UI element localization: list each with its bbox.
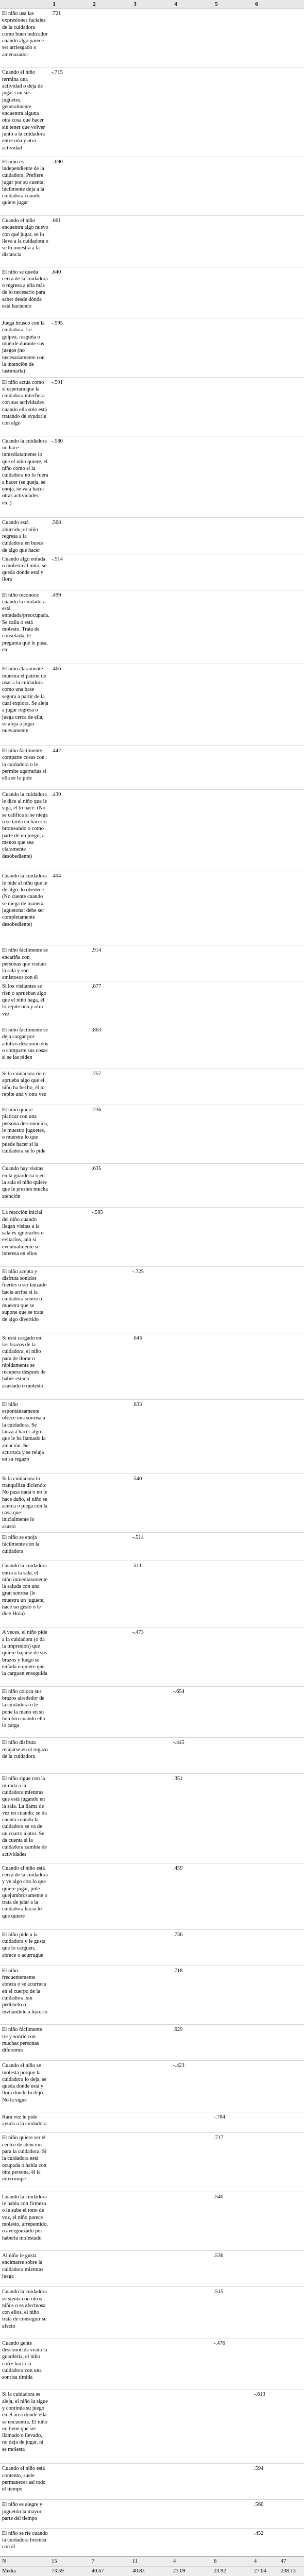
- table-row: [0, 1266, 304, 1333]
- table-row: [0, 2528, 304, 2556]
- header-cell-3: 3: [133, 1, 137, 7]
- table-row: [0, 2192, 304, 2250]
- item-text: Cuando la cuidadora le dice al niño que le siga, él lo hace. (No se califica si se niega o se tarda en hacerlo bromeando o como parte de un juego, a menos que sea claramente desobediente): [2, 791, 48, 859]
- loading-value: .466: [52, 666, 61, 672]
- table-row: [0, 67, 304, 156]
- loading-value: .452: [254, 2530, 264, 2536]
- item-text: El niño fácilmente se encariña con personas que visitan la sala y son amistosos con él: [2, 947, 48, 981]
- table-row: [0, 2463, 304, 2499]
- table-row: [0, 789, 304, 871]
- loading-value: .629: [173, 2027, 183, 2033]
- table-row: [0, 2112, 304, 2133]
- item-text: Cuando el niño está contento, suele permanecer así todo el tiempo: [2, 2466, 46, 2493]
- item-text: Cuando algo enfada o molesta al niño, se queda donde está y llora: [2, 556, 47, 583]
- loading-value: .914: [92, 947, 102, 954]
- item-text: Rara vez le pide ayuda a la cuidadora: [2, 2114, 47, 2127]
- table-row: [0, 1069, 304, 1105]
- table-row: [0, 945, 304, 981]
- table-row: [0, 1863, 304, 1929]
- table-row: [0, 1965, 304, 2024]
- item-text: Cuando la cuidadora le habla con firmeza o le sube el tono de voz, el niño parece molesto, arrepentido, o avergonzado por haberla molestado: [2, 2194, 48, 2241]
- loading-value: -.725: [132, 1268, 144, 1275]
- item-text: Cuando el niño termina una actividad o deja de jugar con sus juguetes, generalmente encuentra alguna otra cosa que hacer sin tener que volver junto a la cuidadora entre una y otra actividad: [2, 70, 45, 151]
- summary-value: 23.09: [173, 2568, 185, 2574]
- table-row: [0, 8, 304, 67]
- loading-value: -.514: [52, 556, 63, 562]
- item-text: El niño pide a la cuidadora y le gusta que lo carguen, abrace o acurrugue: [2, 1931, 46, 1958]
- summary-row: [0, 2556, 304, 2566]
- loading-value: .499: [52, 592, 61, 598]
- loading-value: .540: [132, 1476, 142, 1482]
- table-row: [0, 1773, 304, 1862]
- item-text: Si la cuidadora se aleja, el niño la sigue y continúa su juego en el área donde ella se encuentra. El niño no tiene que ser llamado o llevado, no deja de jugar, ni se molesta: [2, 2392, 48, 2452]
- header-cell-1: 1: [53, 1, 56, 7]
- table-row: [0, 1561, 304, 1627]
- loading-value: .717: [214, 2135, 224, 2141]
- summary-value: 4: [254, 2558, 257, 2564]
- table-row: [0, 554, 304, 590]
- item-text: El niño quiere platicar con una persona desconocida, le muestra juguetes, o muestra lo que puede hacer si la cuidadora se lo pide: [2, 1107, 48, 1154]
- table-row: [0, 1105, 304, 1163]
- table-row: [0, 2389, 304, 2463]
- summary-label: Media: [2, 2568, 16, 2574]
- header-cell-2: 2: [93, 1, 96, 7]
- item-text: Cuando gente desconocida visita la guardería, el niño corre hacia la cuidadora con una sonrisa tímida: [2, 2340, 47, 2381]
- loading-value: .640: [52, 269, 61, 275]
- loading-value: .736: [173, 1931, 183, 1938]
- table-row: [0, 871, 304, 945]
- item-text: Cuando el niño encuentra algo nuevo con qué jugar, se lo lleva a la cuidadora o se lo muestra a la distancia: [2, 218, 48, 258]
- item-text: El niño acepta y disfruta sonidos fuertes o ser lanzado hacia arriba si la cuidadora sonríe o muestra que se supone que se trata de algo divertido: [2, 1268, 47, 1323]
- table-row: [0, 1399, 304, 1473]
- item-text: Cuando la cuidadora se sienta con otros niños o es afectuosa con ellos, el niño trata de conseguir su afecto: [2, 2289, 47, 2329]
- item-text: El niño es alegre y juguetón la mayor parte del tiempo: [2, 2502, 43, 2521]
- table-row: [0, 1333, 304, 1399]
- loading-value: .633: [132, 1401, 142, 1408]
- table-row: [0, 1929, 304, 1965]
- item-text: El niño usa las expresiones faciales de la cuidadora como buen indicador cuando algo parece ser arriesgado o amenazador: [2, 11, 48, 58]
- item-text: Al niño le gusta encimarse sobre la cuidadora mientras juega: [2, 2253, 44, 2280]
- item-text: El niño quiere ser el centro de atención para la cuidadora. Si la cuidadora está ocupada o habla con otra persona, él la interrumpe: [2, 2135, 47, 2182]
- loading-value: .594: [254, 2466, 264, 2472]
- table-row: [0, 1473, 304, 1532]
- item-text: El niño espontáneamente ofrece una sonrisa a la cuidadora. Se lanza a hacer algo que le ha llamado la atención. Se acurruca y se relaja en su regazo: [2, 1401, 46, 1463]
- table-row: [0, 1686, 304, 1738]
- table-row: [0, 1025, 304, 1069]
- summary-row: [0, 2566, 304, 2576]
- item-text: El niño se ríe cuando la cuidadora bromea con él: [2, 2530, 48, 2550]
- loading-value: -.654: [173, 1688, 184, 1694]
- item-text: El niño sigue con la mirada a la cuidadora mientras que está jugando en la sala. La llama de vez en cuando; se da cuenta cuando la cuidadora se va de un cuarto a otro. Se da cuenta si la cuidadora cambia de actividades: [2, 1776, 47, 1857]
- item-text: El niño claramente muestra el patrón de usar a la cuidadora como una base segura a partir de la cual explora. Se aleja a jugar regresa o juega cerca de ella; se aleja a jugar nuevamente: [2, 666, 48, 734]
- table-row: [0, 2338, 304, 2389]
- item-text: Cuando el niño está cerca de la cuidadora y ve algo con lo que quiere jugar, pide quejumbrosamente o trata de jalar a la cuidadora hacia lo que quiere: [2, 1865, 48, 1919]
- table-row: [0, 2024, 304, 2060]
- item-text: El niño coloca sus brazos alrededor de la cuidadora o le pone la mano en su hombro cuando ella lo carga: [2, 1688, 45, 1729]
- loading-value: -.473: [132, 1630, 144, 1636]
- header-cell-5: 5: [215, 1, 218, 7]
- item-text: El niño fácilmente comparte cosas con la cuidadora o le permite agarrarlas si ella se lo pide: [2, 748, 46, 782]
- table-row: [0, 157, 304, 215]
- table-row: [0, 2286, 304, 2338]
- loading-value: .718: [173, 1968, 183, 1974]
- loading-value: -.715: [52, 70, 63, 76]
- item-text: El niño es independiente de la cuidadora. Prefiere jugar por su cuenta; fácilmente deja a la cuidadora cuando quiere jugar: [2, 159, 45, 206]
- loading-value: .736: [92, 1107, 102, 1113]
- item-text: El niño fácilmente se deja cargar por adultos desconocidos o comparte sus cosas si se las piden: [2, 1027, 48, 1061]
- item-text: Si la cuidadora lo tranquiliza diciendo: No pasa nada o no le hace daño, el niño se acerca o juega con la cosa que inicialmente lo asustó: [2, 1476, 48, 1530]
- loading-value: .721: [52, 11, 61, 16]
- summary-value: 73.59: [52, 2568, 64, 2574]
- table-row: [0, 215, 304, 267]
- table-row: [0, 2499, 304, 2528]
- summary-value: 7: [92, 2558, 95, 2564]
- summary-value: 47: [281, 2558, 286, 2564]
- summary-value: 40.67: [92, 2568, 104, 2574]
- summary-value: 6: [214, 2558, 217, 2564]
- item-text: Cuando el niño se molesta porque la cuidadora lo deja, se queda donde está y llora donde lo dejó. No la sigue: [2, 2063, 47, 2103]
- table-row: [0, 436, 304, 518]
- loading-value: -.445: [173, 1740, 184, 1746]
- loading-value: .757: [92, 1071, 102, 1077]
- loading-value: -.591: [52, 379, 63, 385]
- header-cell-4: 4: [174, 1, 177, 7]
- item-text: La reacción inicial del niño cuando llegan visitas a la sala es ignorarlos o evitarlos, aún si eventualmente se interesa en ellos: [2, 1210, 44, 1257]
- item-text: Cuando la cuidadora le pide al niño que le dé algo, lo obedece (No cuente cuando se niega de manera juguetona: debe ser completamente desobediente): [2, 873, 47, 927]
- table-row: [0, 377, 304, 436]
- item-text: Cuando la cuidadora entra a la sala, el niño inmediatamente la saluda con una gran sonrisa (le muestra un juguete, hace un gesto o le dice Hola): [2, 1563, 48, 1617]
- loading-value: -.580: [52, 438, 63, 444]
- table-row: [0, 1163, 304, 1207]
- table-row: [0, 664, 304, 745]
- loading-value: -.595: [52, 320, 63, 327]
- loading-value: .661: [52, 218, 61, 224]
- loading-value: .540: [214, 2194, 224, 2200]
- item-text: Si los visitantes se ríen o aprueban algo que el niño haga, él lo repite una y otra vez: [2, 984, 47, 1017]
- item-text: El niño se enoja fácilmente con la cuidadora: [2, 1534, 40, 1554]
- loading-value: .439: [52, 791, 61, 798]
- loading-value: .863: [92, 1027, 102, 1033]
- summary-value: 4: [173, 2558, 176, 2564]
- loading-value: -.690: [52, 159, 63, 165]
- item-text: El niño disfruta relajarse en el regazo de la cuidadora: [2, 1740, 48, 1759]
- loading-value: .568: [52, 520, 61, 526]
- table-row: [0, 981, 304, 1025]
- summary-value: 40.83: [132, 2568, 145, 2574]
- table-row: [0, 1627, 304, 1686]
- table-row: [0, 1737, 304, 1773]
- loading-value: .643: [132, 1335, 142, 1341]
- item-text: El niño se queda cerca de la cuidadora o regresa a ella más de lo necesario para saber desde dónde está haciendo: [2, 269, 48, 310]
- summary-value: 23.92: [214, 2568, 226, 2574]
- summary-value: 238.13: [281, 2568, 296, 2574]
- table-row: [0, 2132, 304, 2191]
- item-text: Cuando la cuidadora no hace inmediatamente lo que el niño quiere, el niño como si la cuidadora no lo fuera a hacer (se queja, se enoja, se va a hacer otras actividades, etc.): [2, 438, 48, 506]
- table-row: [0, 2060, 304, 2112]
- item-text: Juega brusco con la cuidadora. Le golpea, rasguña o muerde durante sus juegos (no necesariamente con la intención de lastimarla): [2, 320, 45, 375]
- loading-value: .351: [173, 1776, 183, 1782]
- table-row: [0, 1532, 304, 1561]
- summary-value: 11: [132, 2558, 138, 2564]
- table-row: [0, 517, 304, 553]
- loading-value: .459: [173, 1865, 183, 1871]
- header-cell-6: 6: [255, 1, 258, 7]
- loading-value: .511: [132, 1563, 142, 1569]
- table-row: [0, 2250, 304, 2286]
- item-text: Cuando está aburrido, el niño regresa a la cuidadora en busca de algo que hacer: [2, 520, 44, 553]
- table-row: [0, 1207, 304, 1266]
- loading-value: .560: [254, 2502, 264, 2508]
- item-text: El niño fácilmente ríe y sonríe con muchas personas diferentes: [2, 2027, 42, 2054]
- table-row: [0, 745, 304, 789]
- loading-value: -.476: [214, 2340, 225, 2346]
- item-text: A veces, el niño pide a la cuidadora (o da la impresión) que quiere bajarse de sus brazos y luego se enfada o quiere que la carguen enseguida: [2, 1630, 47, 1677]
- loading-value: .404: [52, 873, 61, 879]
- loading-value: -.784: [214, 2114, 225, 2120]
- loading-value: -.613: [254, 2392, 265, 2398]
- item-text: Si la cuidadora ríe o aprueba algo que el niño ha hecho, él lo repite una y otra vez: [2, 1071, 46, 1097]
- summary-label: N: [2, 2558, 6, 2564]
- loading-value: .536: [214, 2253, 224, 2259]
- item-text: El niño frecuentemente abraza o se acurruca en el cuerpo de la cuidadora, sin pedírselo o invitándole a hacerlo: [2, 1968, 48, 2015]
- loading-value: .442: [52, 748, 61, 754]
- loading-value: .877: [92, 984, 102, 990]
- loading-value: .635: [92, 1166, 102, 1172]
- table-row: [0, 590, 304, 664]
- summary-value: 27.04: [254, 2568, 266, 2574]
- summary-value: 15: [52, 2558, 57, 2564]
- item-text: El niño actúa como si esperara que la cuidadora interfiera con sus actividades cuando ella solo está tratando de ayudarle con algo: [2, 379, 47, 427]
- table-row: [0, 267, 304, 318]
- item-text: Cuando hay visitas en la guardería o en la sala el niño quiere que le presten mucha atención: [2, 1166, 48, 1199]
- loading-value: -.423: [173, 2063, 184, 2069]
- item-text: El niño reconoce cuando la cuidadora está enfadada/preocupada. Se calla o está molesto. Trata de consolarla, le pregunta qué le pasa, etc.: [2, 592, 49, 653]
- loading-value: -.585: [92, 1210, 103, 1216]
- loading-value: .515: [214, 2289, 224, 2295]
- item-text: Si está cargado en los brazos de la cuidadora, el niño para de llorar o rápidamente se recupera después de haber estado asustado o molesto: [2, 1335, 46, 1389]
- loading-value: -.514: [132, 1534, 144, 1540]
- table-row: [0, 318, 304, 377]
- table-header: [0, 0, 304, 8]
